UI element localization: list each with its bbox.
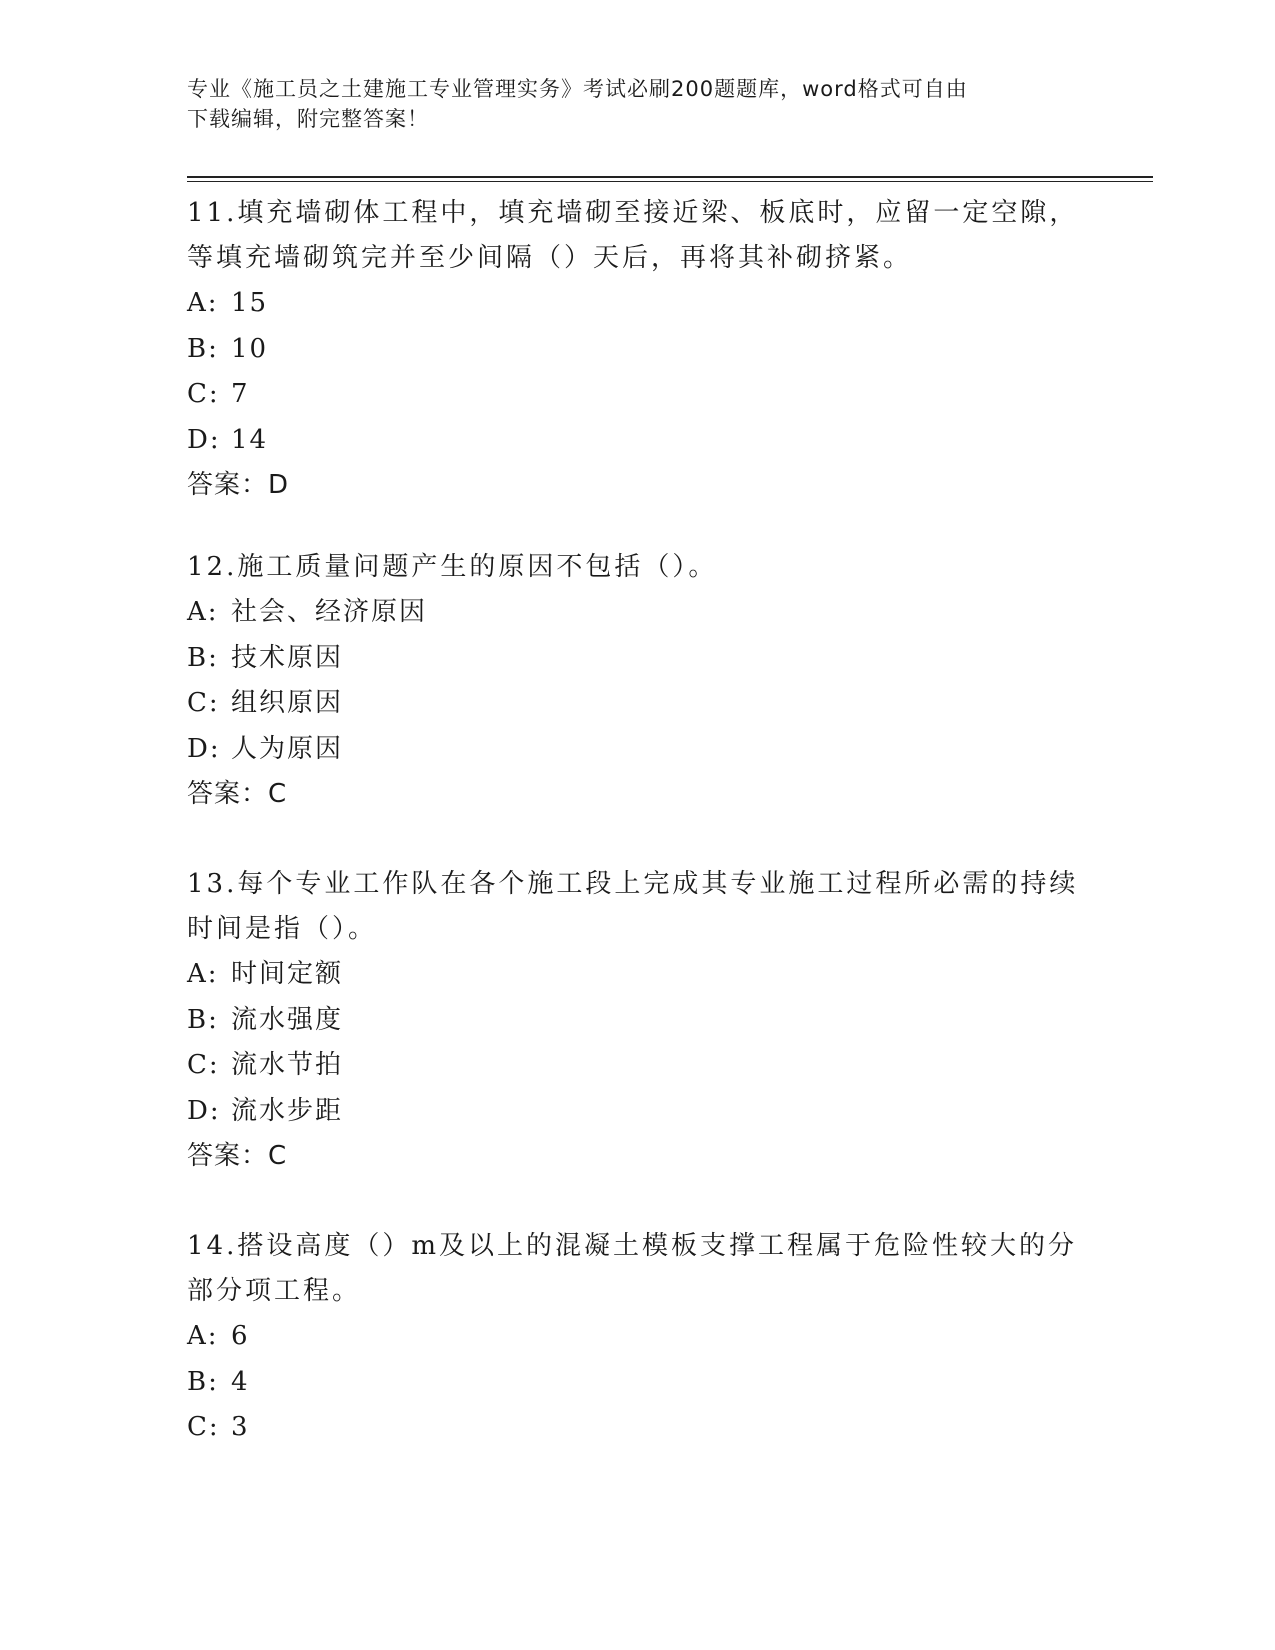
option-letter: B: (187, 333, 219, 364)
option-b (187, 327, 1087, 373)
option-letter: A: (187, 1321, 219, 1351)
question-stem-line: 等填充墙砌筑完并至少间隔（）天后，再将其补砌挤紧。 (187, 243, 913, 273)
option-b (187, 998, 1087, 1044)
option-b (187, 636, 1087, 682)
option-b (187, 1360, 1087, 1406)
option-a (187, 952, 1087, 998)
question-stem-line: 14.搭设高度（）m及以上的混凝土模板支撑工程属于危险性较大的分 (187, 1231, 1078, 1261)
option-letter: D: (187, 1095, 221, 1126)
question-13 (187, 862, 1087, 1178)
option-c (187, 1043, 1087, 1089)
option-text: 3 (231, 1412, 250, 1442)
document-header (187, 74, 1087, 134)
header-divider-thick (187, 176, 1153, 178)
question-stem-line: 部分项工程。 (187, 1276, 362, 1306)
option-text: 10 (231, 333, 269, 364)
option-a (187, 281, 1087, 327)
answer: 答案：C (187, 1141, 288, 1171)
option-letter: C: (187, 688, 220, 718)
option-c (187, 1405, 1087, 1451)
question-12 (187, 545, 1087, 816)
option-a (187, 1314, 1087, 1360)
option-d (187, 727, 1087, 773)
question-stem-line: 13.每个专业工作队在各个施工段上完成其专业施工过程所必需的持续 (187, 869, 1079, 899)
option-text: 流水节拍 (231, 1050, 344, 1080)
option-text: 流水步距 (231, 1095, 344, 1126)
option-d (187, 418, 1087, 464)
answer: 答案：D (187, 470, 290, 500)
question-11 (187, 191, 1087, 507)
option-letter: C: (187, 1412, 220, 1442)
question-stem-line: 时间是指（）。 (187, 914, 378, 944)
option-text: 时间定额 (231, 959, 344, 989)
question-14 (187, 1224, 1087, 1451)
option-letter: A: (187, 288, 219, 318)
option-text: 技术原因 (231, 642, 344, 673)
answer: 答案：C (187, 779, 288, 809)
option-text: 14 (231, 424, 269, 455)
option-letter: D: (187, 424, 221, 455)
option-c (187, 681, 1087, 727)
option-letter: B: (187, 1004, 219, 1035)
option-text: 社会、经济原因 (231, 597, 428, 627)
option-letter: A: (187, 597, 219, 627)
option-letter: C: (187, 379, 220, 409)
question-stem-line: 12.施工质量问题产生的原因不包括（）。 (187, 552, 718, 582)
option-text: 组织原因 (231, 688, 344, 718)
option-text: 4 (231, 1366, 250, 1397)
option-letter: C: (187, 1050, 220, 1080)
option-c (187, 372, 1087, 418)
option-letter: B: (187, 642, 219, 673)
option-letter: B: (187, 1366, 219, 1397)
option-text: 7 (231, 379, 250, 409)
option-letter: D: (187, 733, 221, 764)
option-text: 人为原因 (231, 733, 344, 764)
option-text: 流水强度 (231, 1004, 344, 1035)
option-letter: A: (187, 959, 219, 989)
option-a (187, 590, 1087, 636)
option-d (187, 1089, 1087, 1135)
option-text: 6 (231, 1321, 250, 1351)
question-stem-line: 11.填充墙砌体工程中，填充墙砌至接近梁、板底时，应留一定空隙， (187, 198, 1079, 228)
header-line-2: 下载编辑，附完整答案！ (187, 107, 429, 131)
option-text: 15 (231, 288, 269, 318)
header-divider-thin (187, 181, 1153, 182)
header-line-1: 专业《施工员之土建施工专业管理实务》考试必刷200题题库，word格式可自由 (187, 77, 968, 101)
